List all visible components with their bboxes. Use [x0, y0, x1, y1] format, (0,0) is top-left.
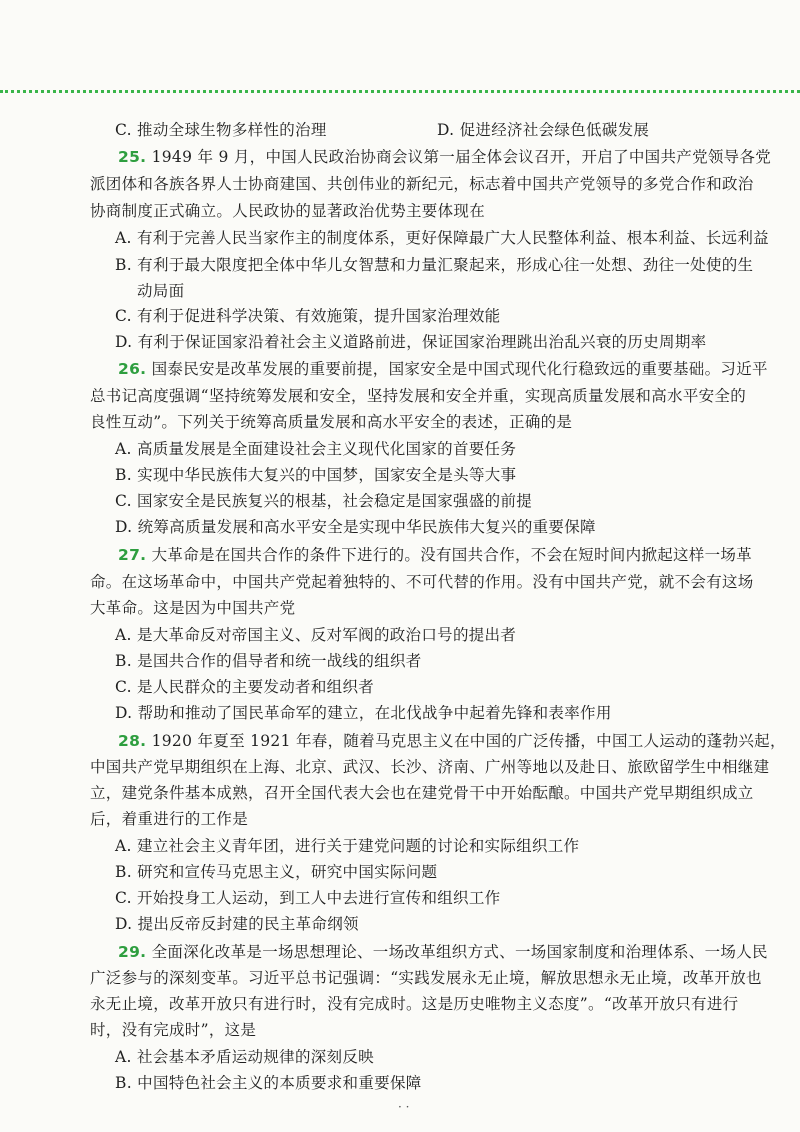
- q26-number: 26.: [118, 360, 147, 378]
- q25-stem-line-2: 派团体和各族各界人士协商建国、共创伟业的新纪元，标志着中国共产党领导的多党合作和政治: [90, 175, 754, 193]
- q26-option-d: D. 统筹高质量发展和高水平安全是实现中华民族伟大复兴的重要保障: [115, 518, 596, 536]
- q27-option-c: C. 是人民群众的主要发动者和组织者: [115, 678, 375, 696]
- q28-option-d: D. 提出反帝反封建的民主革命纲领: [115, 915, 359, 933]
- q27-option-d: D. 帮助和推动了国民革命军的建立，在北伐战争中起着先锋和表率作用: [115, 704, 612, 722]
- q25-option-b: B. 有利于最大限度把全体中华儿女智慧和力量汇聚起来，形成心往一处想、劲往一处使的生: [115, 256, 754, 274]
- q29-option-a: A. 社会基本矛盾运动规律的深刻反映: [115, 1048, 374, 1066]
- q28-option-c: C. 开始投身工人运动，到工人中去进行宣传和组织工作: [115, 889, 501, 907]
- q29-stem-line-2: 广泛参与的深刻变革。习近平总书记强调：“实践发展永无止境，解放思想永无止境，改革开放也: [90, 969, 762, 987]
- q28-stem-line-1: 28. 1920 年夏至 1921 年春，随着马克思主义在中国的广泛传播，中国工人运动的蓬勃兴起，: [118, 732, 786, 750]
- q24-option-d: D. 促进经济社会绿色低碳发展: [437, 121, 650, 139]
- q29-stem-line-3: 永无止境，改革开放只有进行时，没有完成时。这是历史唯物主义态度”。“改革开放只有进行: [90, 995, 739, 1013]
- q26-option-a: A. 高质量发展是全面建设社会主义现代化国家的首要任务: [115, 440, 517, 458]
- q28-number: 28.: [118, 732, 147, 750]
- q25-stem-line-3: 协商制度正式确立。人民政协的显著政治优势主要体现在: [90, 202, 486, 220]
- q27-option-b: B. 是国共合作的倡导者和统一战线的组织者: [115, 652, 422, 670]
- q25-option-d: D. 有利于保证国家沿着社会主义道路前进，保证国家治理跳出治乱兴衰的历史周期率: [115, 333, 707, 351]
- q29-number: 29.: [118, 943, 147, 961]
- q26-option-c: C. 国家安全是民族复兴的根基，社会稳定是国家强盛的前提: [115, 492, 533, 510]
- q28-option-a: A. 建立社会主义青年团，进行关于建党问题的讨论和实际组织工作: [115, 837, 580, 855]
- q27-option-a: A. 是大革命反对帝国主义、反对军阀的政治口号的提出者: [115, 626, 517, 644]
- q25-option-a: A. 有利于完善人民当家作主的制度体系，更好保障最广大人民整体利益、根本利益、长远利益: [115, 229, 769, 247]
- q25-number: 25.: [118, 148, 147, 166]
- q26-option-b: B. 实现中华民族伟大复兴的中国梦，国家安全是头等大事: [115, 466, 517, 484]
- q29-option-b: B. 中国特色社会主义的本质要求和重要保障: [115, 1074, 422, 1092]
- q25-option-c: C. 有利于促进科学决策、有效施策，提升国家治理效能: [115, 307, 501, 325]
- q24-option-c: C. 推动全球生物多样性的治理: [115, 121, 327, 139]
- q25-stem-line-1: 25. 1949 年 9 月，中国人民政治协商会议第一届全体会议召开，开启了中国共产党领导各党: [118, 148, 772, 166]
- q28-stem-line-2: 中国共产党早期组织在上海、北京、武汉、长沙、济南、广州等地以及赴日、旅欧留学生中相继建: [90, 758, 770, 776]
- q29-stem-line-1: 29. 全面深化改革是一场思想理论、一场改革组织方式、一场国家制度和治理体系、一场人民: [118, 943, 768, 961]
- q26-stem-line-2: 总书记高度强调“坚持统筹发展和安全，坚持发展和安全并重，实现高质量发展和高水平安全的: [90, 387, 747, 405]
- q26-stem-line-3: 良性互动”。下列关于统筹高质量发展和高水平安全的表述，正确的是: [90, 413, 573, 431]
- page-footer-mark: · ·: [398, 1100, 410, 1114]
- q28-stem-line-3: 立，建党条件基本成熟，召开全国代表大会也在建党骨干中开始酝酿。中国共产党早期组织成立: [90, 784, 754, 802]
- q28-option-b: B. 研究和宣传马克思主义，研究中国实际问题: [115, 863, 438, 881]
- q29-stem-line-4: 时，没有完成时”，这是: [90, 1021, 257, 1039]
- q28-stem-line-4: 后，着重进行的工作是: [90, 810, 249, 828]
- q25-option-b-cont: 动局面: [137, 282, 185, 300]
- q27-number: 27.: [118, 546, 147, 564]
- q26-stem-line-1: 26. 国泰民安是改革发展的重要前提，国家安全是中国式现代化行稳致远的重要基础。习近平: [118, 360, 768, 378]
- q27-stem-line-2: 命。在这场革命中，中国共产党起着独特的、不可代替的作用。没有中国共产党，就不会有这场: [90, 573, 754, 591]
- q27-stem-line-3: 大革命。这是因为中国共产党: [90, 599, 296, 617]
- q27-stem-line-1: 27. 大革命是在国共合作的条件下进行的。没有国共合作，不会在短时间内掀起这样一场革: [118, 546, 752, 564]
